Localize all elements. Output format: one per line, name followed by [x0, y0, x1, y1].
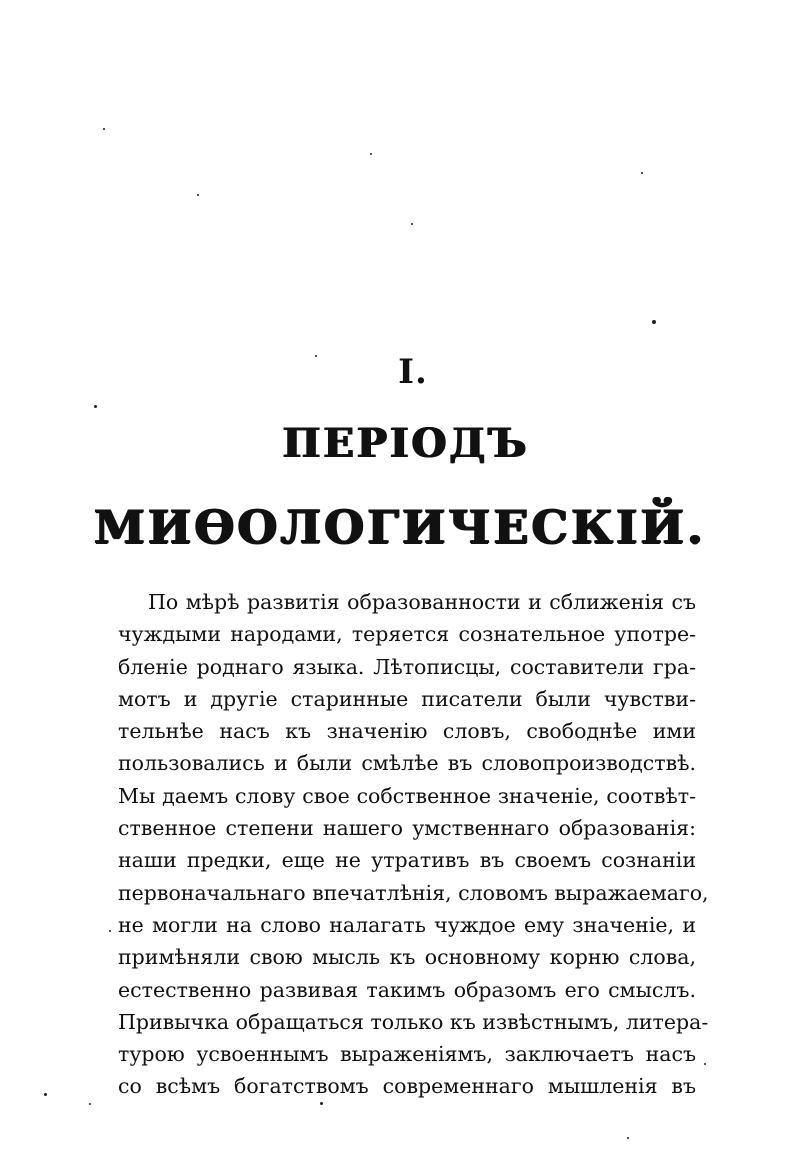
- text-line: пользовались и были смѣлѣе въ словопроизводствѣ.: [118, 751, 696, 776]
- text-line: примѣняли свою мысль къ основному корню слова,: [118, 945, 696, 970]
- text-line: чуждыми народами, теряется сознательное употре-: [118, 622, 696, 647]
- chapter-title-line-1: ПЕРІОДЪ: [282, 420, 530, 467]
- text-line: тельнѣе насъ къ значенію словъ, свободнѣе ими: [118, 719, 696, 744]
- text-line: ственное степени нашего умственнаго образованія:: [118, 816, 696, 841]
- chapter-title-line-2: МИѲОЛОГИЧЕСКІЙ.: [93, 500, 706, 554]
- ink-speck: [197, 194, 199, 196]
- ink-speck: [704, 1063, 706, 1065]
- ink-speck: [652, 320, 656, 324]
- text-line: По мѣрѣ развитія образованности и сближенія съ: [148, 590, 696, 614]
- text-line: первоначальнаго впечатлѣнія, словомъ выражаемаго,: [118, 880, 709, 905]
- ink-speck: [627, 1137, 629, 1139]
- ink-speck: [94, 405, 97, 408]
- text-line: Привычка обращаться только къ извѣстнымъ, литера-: [118, 1009, 709, 1034]
- ink-speck: [89, 1103, 91, 1105]
- text-line: со всѣмъ богатствомъ современнаго мышленія въ: [118, 1074, 696, 1099]
- ink-speck: [411, 223, 413, 225]
- text-line: турою усвоеннымъ выраженіямъ, заключаетъ насъ: [118, 1042, 696, 1067]
- text-line: мотъ и другіе старинные писатели были чувстви-: [118, 686, 696, 711]
- ink-speck: [109, 930, 111, 932]
- ink-speck: [103, 128, 105, 130]
- text-line: бленіе роднаго языка. Лѣтописцы, составители гра-: [118, 654, 696, 679]
- text-line: естественно развивая такимъ образомъ его смыслъ.: [118, 977, 696, 1002]
- text-line: Мы даемъ слову свое собственное значеніе, соотвѣт-: [118, 783, 696, 808]
- text-line: наши предки, еще не утративъ въ своемъ сознаніи: [118, 848, 696, 873]
- ink-speck: [641, 172, 643, 174]
- chapter-number: I.: [398, 352, 428, 392]
- ink-speck: [370, 153, 372, 155]
- ink-speck: [44, 1093, 47, 1096]
- text-line: не могли на слово налагать чуждое ему значеніе, и: [118, 912, 696, 937]
- body-paragraph: [118, 586, 709, 1103]
